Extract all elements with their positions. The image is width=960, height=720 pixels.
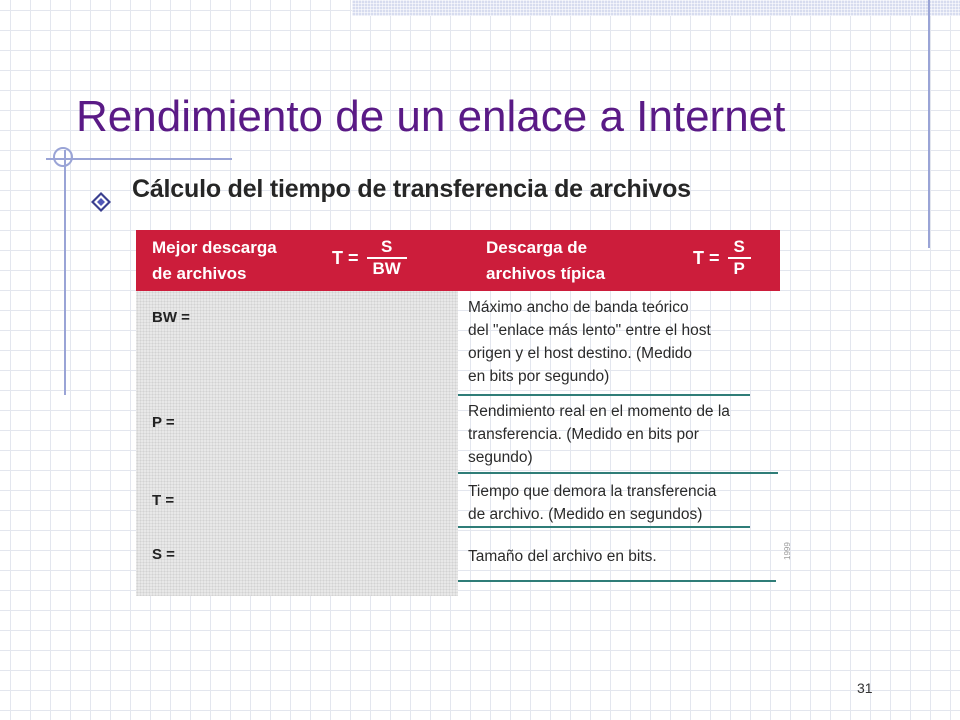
title-underline [46,158,232,160]
description-p [468,400,730,469]
formula-t-label: T = [693,247,720,268]
formula-t-label: T = [332,247,359,268]
diamond-bullet-icon [89,190,113,214]
right-accent-line [928,0,930,248]
description-line: transferencia. (Medido en bits por [468,426,699,443]
fraction-denominator: BW [367,257,407,278]
row-divider [458,394,750,396]
description-line: segundo) [468,449,533,466]
page-number: 31 [857,680,873,696]
variables-column [136,291,458,596]
top-decoration-bar [352,0,960,16]
copyright-year: 1999 [783,542,792,560]
header-right-line2: archivos típica [486,264,606,283]
figure-header [136,230,780,291]
fraction-numerator: S [381,237,393,256]
fraction-numerator: S [733,237,745,256]
description-line: Tamaño del archivo en bits. [468,548,657,565]
variable-s: S = [152,546,175,563]
slide-title: Rendimiento de un enlace a Internet [76,92,786,141]
formula-typical-download [693,238,751,278]
row-divider [458,472,778,474]
description-line: Rendimiento real en el momento de la [468,403,730,420]
description-t [468,480,716,526]
description-line: Tiempo que demora la transferencia [468,483,717,500]
description-line: en bits por segundo) [468,368,610,385]
fraction [367,238,407,278]
fraction-denominator: P [728,257,751,278]
row-divider [458,526,750,528]
bullet-text: Cálculo del tiempo de transferencia de archivos [132,175,691,203]
description-s [468,545,657,568]
description-line: origen y el host destino. (Medido [468,345,693,362]
left-accent-line [64,150,66,395]
corner-circle-ornament [53,147,73,167]
transfer-time-figure [136,230,802,596]
description-line: del "enlace más lento" entre el host [468,322,711,339]
description-line: de archivo. (Medido en segundos) [468,506,703,523]
fraction [728,238,751,278]
header-left-line1: Mejor descarga [152,238,277,257]
formula-best-download [332,238,407,278]
description-bw [468,296,711,388]
header-left-line2: de archivos [152,264,247,283]
description-line: Máximo ancho de banda teórico [468,299,689,316]
row-divider [458,580,776,582]
variable-p: P = [152,414,175,431]
variable-bw: BW = [152,309,190,326]
header-right-line1: Descarga de [486,238,588,257]
variable-t: T = [152,492,175,509]
